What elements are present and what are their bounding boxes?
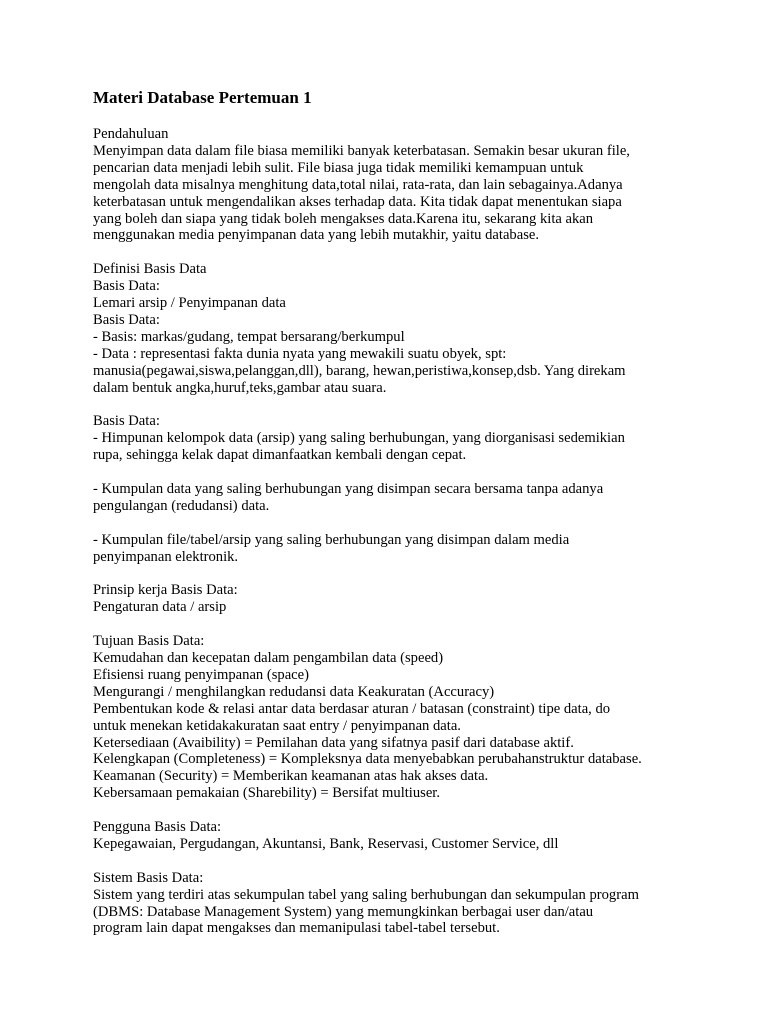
paragraph [93,413,708,464]
text-line: manusia(pegawai,siswa,pelanggan,dll), barang, hewan,peristiwa,konsep,dsb. Yang direkam [93,362,626,379]
text-line: - Data : representasi fakta dunia nyata yang mewakili suatu obyek, spt: [93,345,507,362]
paragraph [93,870,708,938]
text-line: dalam bentuk angka,huruf,teks,gambar atau suara. [93,379,387,396]
text-line: - Basis: markas/gudang, tempat bersarang/berkumpul [93,328,405,345]
paragraph [93,481,708,515]
text-line: Menyimpan data dalam file biasa memiliki banyak keterbatasan. Semakin besar ukuran file, [93,142,630,159]
text-line: rupa, sehingga kelak dapat dimanfaatkan kembali dengan cepat. [93,447,467,464]
text-line: Kepegawaian, Pergudangan, Akuntansi, Bank, Reservasi, Customer Service, dll [93,835,559,852]
text-line: Definisi Basis Data [93,261,207,278]
text-line: Tujuan Basis Data: [93,633,205,650]
text-line: program lain dapat mengakses dan memanipulasi tabel-tabel tersebut. [93,920,500,937]
text-line: keterbatasan untuk mengendalikan akses terhadap data. Kita tidak dapat menentukan siapa [93,193,622,210]
text-line: Pendahuluan [93,126,169,142]
document-title: Materi Database Pertemuan 1 [93,88,312,107]
text-line: Sistem Basis Data: [93,869,204,886]
text-line: pencarian data menjadi lebih sulit. File biasa juga tidak memiliki kemampuan untuk [93,159,584,176]
document-body [93,126,708,937]
text-line: Mengurangi / menghilangkan redudansi data Keakuratan (Accuracy) [93,683,495,700]
text-line: Keamanan (Security) = Memberikan keamanan atas hak akses data. [93,768,489,785]
text-line: menggunakan media penyimpanan data yang lebih mutakhir, yaitu database. [93,227,539,244]
text-line: Kelengkapan (Completeness) = Kompleksnya data menyebabkan perubahanstruktur database. [93,751,642,768]
text-line: Pembentukan kode & relasi antar data berdasar aturan / batasan (constraint) tipe data, do [93,700,611,717]
text-line: - Kumpulan file/tabel/arsip yang saling berhubungan yang disimpan dalam media [93,531,570,548]
paragraph [93,532,708,566]
text-line: Basis Data: [93,413,160,430]
text-line: yang boleh dan siapa yang tidak boleh mengakses data.Karena itu, sekarang kita akan [93,210,594,227]
text-line: Lemari arsip / Penyimpanan data [93,295,286,312]
paragraph [93,582,708,616]
text-line: (DBMS: Database Management System) yang memungkinkan berbagai user dan/atau [93,903,594,920]
text-line: penyimpanan elektronik. [93,548,239,565]
text-line: - Himpunan kelompok data (arsip) yang saling berhubungan, yang diorganisasi sedemikian [93,430,625,447]
text-line: Pengaturan data / arsip [93,599,227,616]
paragraph [93,633,708,802]
text-line: Basis Data: [93,278,160,295]
text-line: pengulangan (redudansi) data. [93,497,270,514]
text-line: Kebersamaan pemakaian (Sharebility) = Bersifat multiuser. [93,785,441,802]
text-line: - Kumpulan data yang saling berhubungan yang disimpan secara bersama tanpa adanya [93,480,604,497]
text-line: Sistem yang terdiri atas sekumpulan tabel yang saling berhubungan dan sekumpulan program [93,886,639,903]
paragraph [93,126,708,244]
text-line: untuk menekan ketidakakuratan saat entry / penyimpanan data. [93,717,461,734]
text-line: mengolah data misalnya menghitung data,total nilai, rata-rata, dan lain sebagainya.Adanya [93,176,623,193]
paragraph [93,261,708,396]
paragraph [93,819,708,853]
text-line: Prinsip kerja Basis Data: [93,582,238,599]
text-line: Pengguna Basis Data: [93,819,222,836]
text-line: Efisiensi ruang penyimpanan (space) [93,666,309,683]
text-line: Ketersediaan (Avaibility) = Pemilahan data yang sifatnya pasif dari database aktif. [93,734,574,751]
text-line: Basis Data: [93,311,160,328]
text-line: Kemudahan dan kecepatan dalam pengambilan data (speed) [93,650,444,666]
